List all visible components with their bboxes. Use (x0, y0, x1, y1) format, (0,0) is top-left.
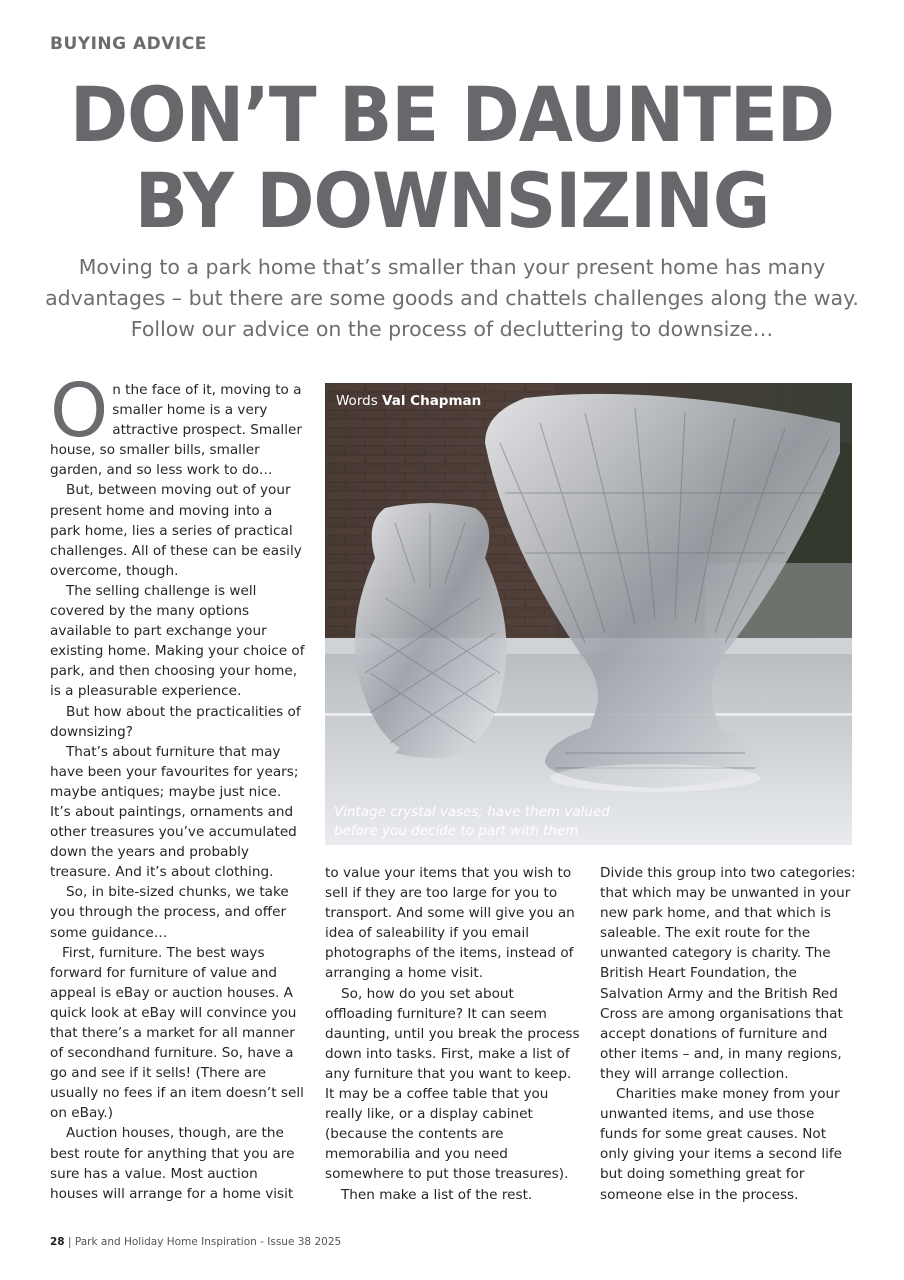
paragraph: Charities make money from your unwanted items, and use those funds for some great causes. Not only giving your items a second life but doing something great for someone else in the process. (600, 1086, 843, 1203)
paragraph: to value your items that you wish to sell if they are too large for you to transport. And some will give you an idea of saleability if you email photographs of the items, instead of arranging a home visit. (325, 865, 575, 982)
paragraph (50, 368, 306, 480)
headline-line-1: DON’T BE DAUNTED (69, 70, 835, 159)
body-column-1 (50, 368, 306, 1204)
footer-separator: | (67, 1236, 72, 1248)
section-label: BUYING ADVICE (50, 34, 207, 54)
paragraph: Then make a list of the rest. (341, 1186, 533, 1203)
credit-prefix: Words (336, 393, 378, 409)
credit-author: Val Chapman (382, 393, 482, 409)
headline-line-2: BY DOWNSIZING (134, 156, 770, 245)
drop-cap: O (50, 368, 109, 454)
page-footer (50, 1236, 341, 1248)
page-number: 28 (50, 1236, 65, 1248)
standfirst-line-1: Moving to a park home that’s smaller than your present home has many (78, 255, 826, 279)
photo-credit (336, 393, 481, 409)
paragraph: First, furniture. The best ways forward for furniture of value and appeal is eBay or auction houses. A quick look at eBay will convince you that there’s a market for all manner of secondhand furniture. So, have a go and see if it sells! (There are usually no fees if an item doesn’t sell on eBay.) (50, 944, 304, 1122)
crystal-vases-illustration (325, 383, 852, 845)
photo-caption (334, 803, 634, 841)
paragraph-text: n the face of it, moving to a smaller home is a very attractive prospect. Smaller house, so smaller bills, smaller garden, and so less work to do… (50, 382, 302, 479)
standfirst (40, 252, 864, 345)
paragraph: But, between moving out of your present home and moving into a park home, lies a series of practical challenges. All of these can be easily overcome, though. (50, 482, 302, 579)
standfirst-line-3: Follow our advice on the process of decluttering to downsize… (130, 317, 774, 341)
paragraph: Auction houses, though, are the best route for anything that you are sure has a value. Most auction houses will arrange for a home visit (50, 1125, 295, 1202)
paragraph: Divide this group into two categories: that which may be unwanted in your new park home, and that which is saleable. The exit route for the unwanted category is charity. The British Heart Foundation, the Salvation Army and the British Red Cross are among organisations that accept donations of furniture and other items – and, in many regions, they will arrange collection. (600, 865, 856, 1082)
publication-name: Park and Holiday Home Inspiration - Issue 38 2025 (74, 1236, 342, 1248)
paragraph: But how about the practicalities of downsizing? (50, 703, 301, 740)
crystal-vases-photo (325, 383, 852, 845)
caption-line-2: before you decide to part with them (334, 823, 579, 839)
paragraph: So, in bite-sized chunks, we take you through the process, and offer some guidance… (50, 884, 289, 941)
caption-line-1: Vintage crystal vases; have them valued (334, 804, 610, 820)
body-column-2 (325, 863, 583, 1205)
paragraph: The selling challenge is well covered by the many options available to part exchange your existing home. Making your choice of park, and then choosing your home, is a pleasurable experience. (50, 582, 305, 700)
paragraph: That’s about furniture that may have been your favourites for years; maybe antiques; maybe just nice. It’s about paintings, ornaments and other treasures you’ve accumulated down the years and probably treasure. And it’s about clothing. (50, 743, 299, 881)
standfirst-line-2: advantages – but there are some goods and chattels challenges along the way. (45, 286, 859, 310)
paragraph: So, how do you set about offloading furniture? It can seem daunting, until you break the process down into tasks. First, make a list of any furniture that you want to keep. It may be a coffee table that you really like, or a display cabinet (because the contents are memorabilia and you need somewhere to put those treasures). (325, 985, 580, 1183)
body-column-3 (600, 863, 856, 1205)
